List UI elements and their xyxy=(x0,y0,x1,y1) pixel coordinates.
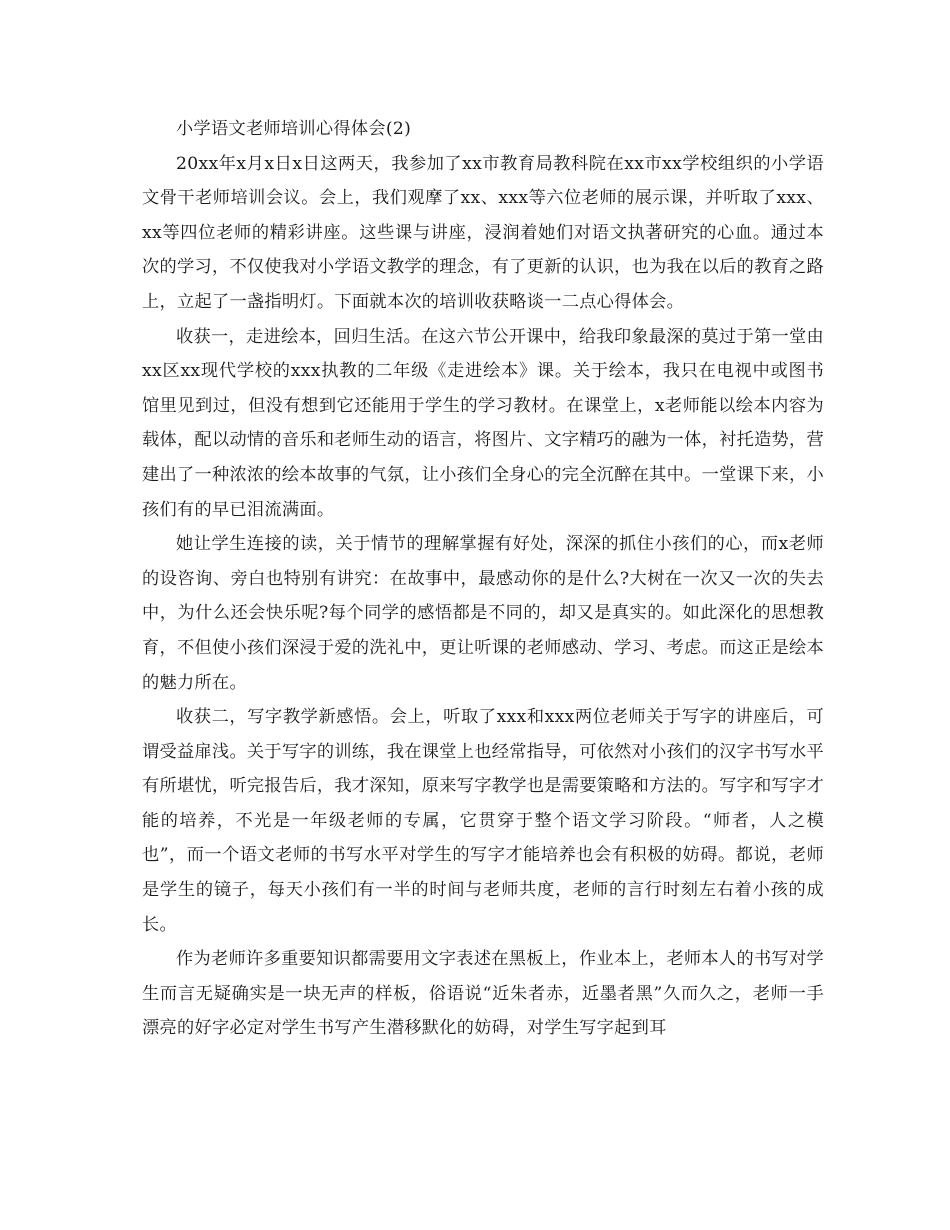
paragraph-intro: 20xx年x月x日x日这两天，我参加了xx市教育局教科院在xx市xx学校组织的小学语文骨干老师培训会议。会上，我们观摩了xx、xxx等六位老师的展示课，并听取了xxx、xx等四位老师的精彩讲座。这些课与讲座，浸润着她们对语文执著研究的心血。通过本次的学习，不仅使我对小学语文教学的理念，有了更新的认识，也为我在以后的教育之路上，立起了一盏指明灯。下面就本次的培训收获略谈一二点心得体会。 xyxy=(142,153,825,312)
paragraph-reading: 她让学生连接的读，关于情节的理解掌握有好处，深深的抓住小孩们的心，而x老师的设咨询、旁白也特别有讲究：在故事中，最感动你的是什么?大树在一次又一次的失去中，为什么还会快乐呢?每个同学的感悟都是不同的，却又是真实的。如此深化的思想教育，不但使小孩们深浸于爱的洗礼中，更让听课的老师感动、学习、考虑。而这正是绘本的魅力所在。 xyxy=(142,534,825,693)
paragraph-gain-one: 收获一，走进绘本，回归生活。在这六节公开课中，给我印象最深的莫过于第一堂由xx区xx现代学校的xxx执教的二年级《走进绘本》课。关于绘本，我只在电视中或图书馆里见到过，但没有想到它还能用于学生的学习教材。在课堂上，x老师能以绘本内容为载体，配以动情的音乐和老师生动的语言，将图片、文字精巧的融为一体，衬托造势，营建出了一种浓浓的绘本故事的气氛，让小孩们全身心的完全沉醉在其中。一堂课下来，小孩们有的早已泪流满面。 xyxy=(142,326,825,520)
paragraph-blackboard: 作为老师许多重要知识都需要用文字表述在黑板上，作业本上，老师本人的书写对学生而言无疑确实是一块无声的样板，俗语说“近朱者赤，近墨者黑”久而久之，老师一手漂亮的好字必定对学生书写产生潜移默化的妨碍，对学生写字起到耳 xyxy=(142,949,824,1039)
document-page xyxy=(142,112,824,1046)
paragraph-gain-two: 收获二，写字教学新感悟。会上，听取了xxx和xxx两位老师关于写字的讲座后，可谓受益扉浅。关于写字的训练，我在课堂上也经常指导，可依然对小孩们的汉字书写水平有所堪忧，听完报告后，我才深知，原来写字教学也是需要策略和方法的。写字和写字才能的培养，不光是一年级老师的专属，它贯穿于整个语文学习阶段。“师者，人之模也”，而一个语文老师的书写水平对学生的写字才能培养也会有积极的妨碍。都说，老师是学生的镜子，每天小孩们有一半的时间与老师共度，老师的言行时刻左右着小孩的成长。 xyxy=(142,707,825,935)
document-title: 小学语文老师培训心得体会(2) xyxy=(176,119,412,139)
